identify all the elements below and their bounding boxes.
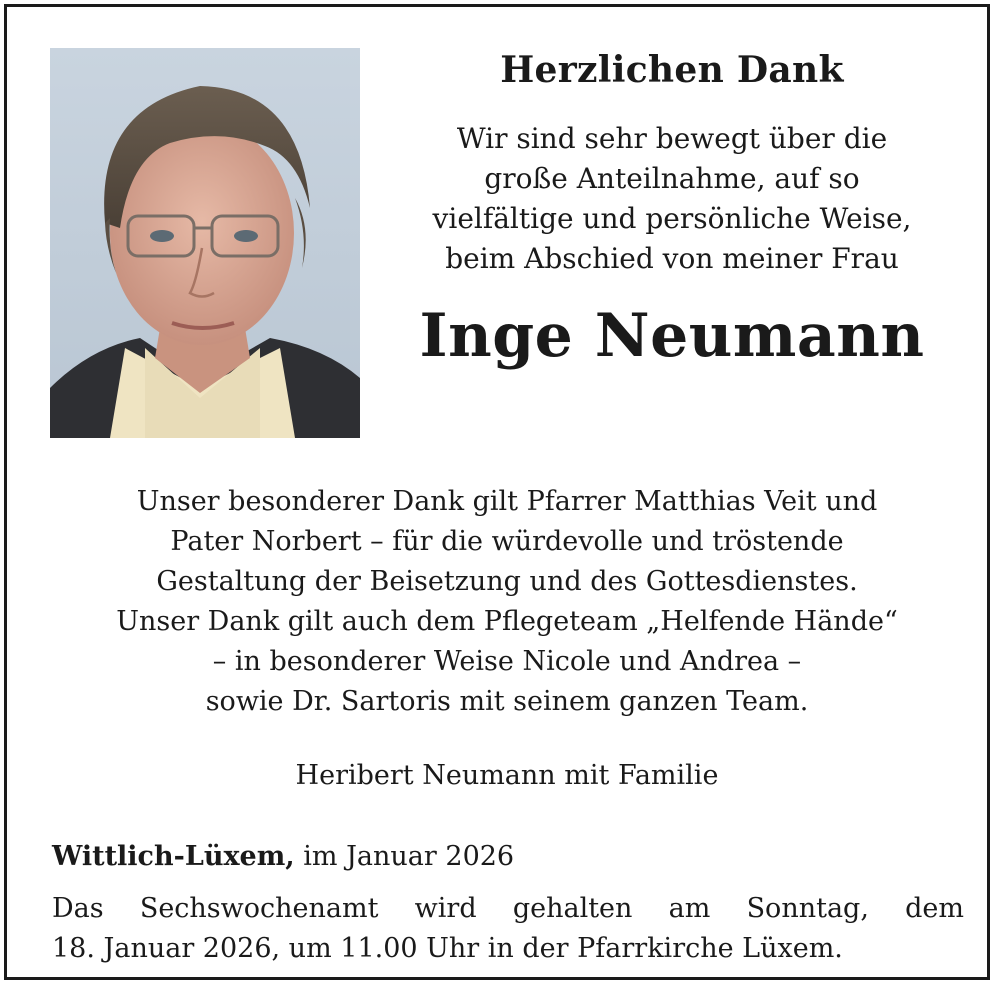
notice-frame <box>4 4 990 980</box>
page-title: Herzlichen Dank <box>500 49 844 91</box>
service-notice <box>52 889 964 969</box>
intro-text <box>377 119 967 279</box>
thanks-line: Unser Dank gilt auch dem Pflegeteam „Helfende Hände“ <box>116 606 898 637</box>
intro-line: große Anteilnahme, auf so <box>484 162 860 195</box>
thanks-paragraph <box>37 482 977 722</box>
deceased-name: Inge Neumann <box>419 301 925 371</box>
signature: Heribert Neumann mit Familie <box>295 760 719 791</box>
intro-line: Wir sind sehr bewegt über die <box>456 122 888 155</box>
thanks-line: Pater Norbert – für die würdevolle und tröstende <box>170 526 844 557</box>
date-text: im Januar 2026 <box>294 841 515 872</box>
intro-line: vielfältige und persönliche Weise, <box>432 202 912 235</box>
notice-line: Das Sechswochenamt wird gehalten am Sonntag, dem <box>52 893 964 924</box>
place-date-line <box>52 837 514 877</box>
header-block <box>377 47 967 371</box>
portrait-photo <box>50 48 360 438</box>
thanks-line: – in besonderer Weise Nicole und Andrea – <box>212 646 802 677</box>
intro-line: beim Abschied von meiner Frau <box>445 242 899 275</box>
thanks-line: Gestaltung der Beisetzung und des Gottesdienstes. <box>156 566 858 597</box>
notice-line: 18. Januar 2026, um 11.00 Uhr in der Pfarrkirche Lüxem. <box>52 933 843 964</box>
thanks-line: sowie Dr. Sartoris mit seinem ganzen Team. <box>205 686 809 717</box>
thanks-line: Unser besonderer Dank gilt Pfarrer Matthias Veit und <box>136 486 878 517</box>
place-name: Wittlich-Lüxem, <box>52 841 295 872</box>
